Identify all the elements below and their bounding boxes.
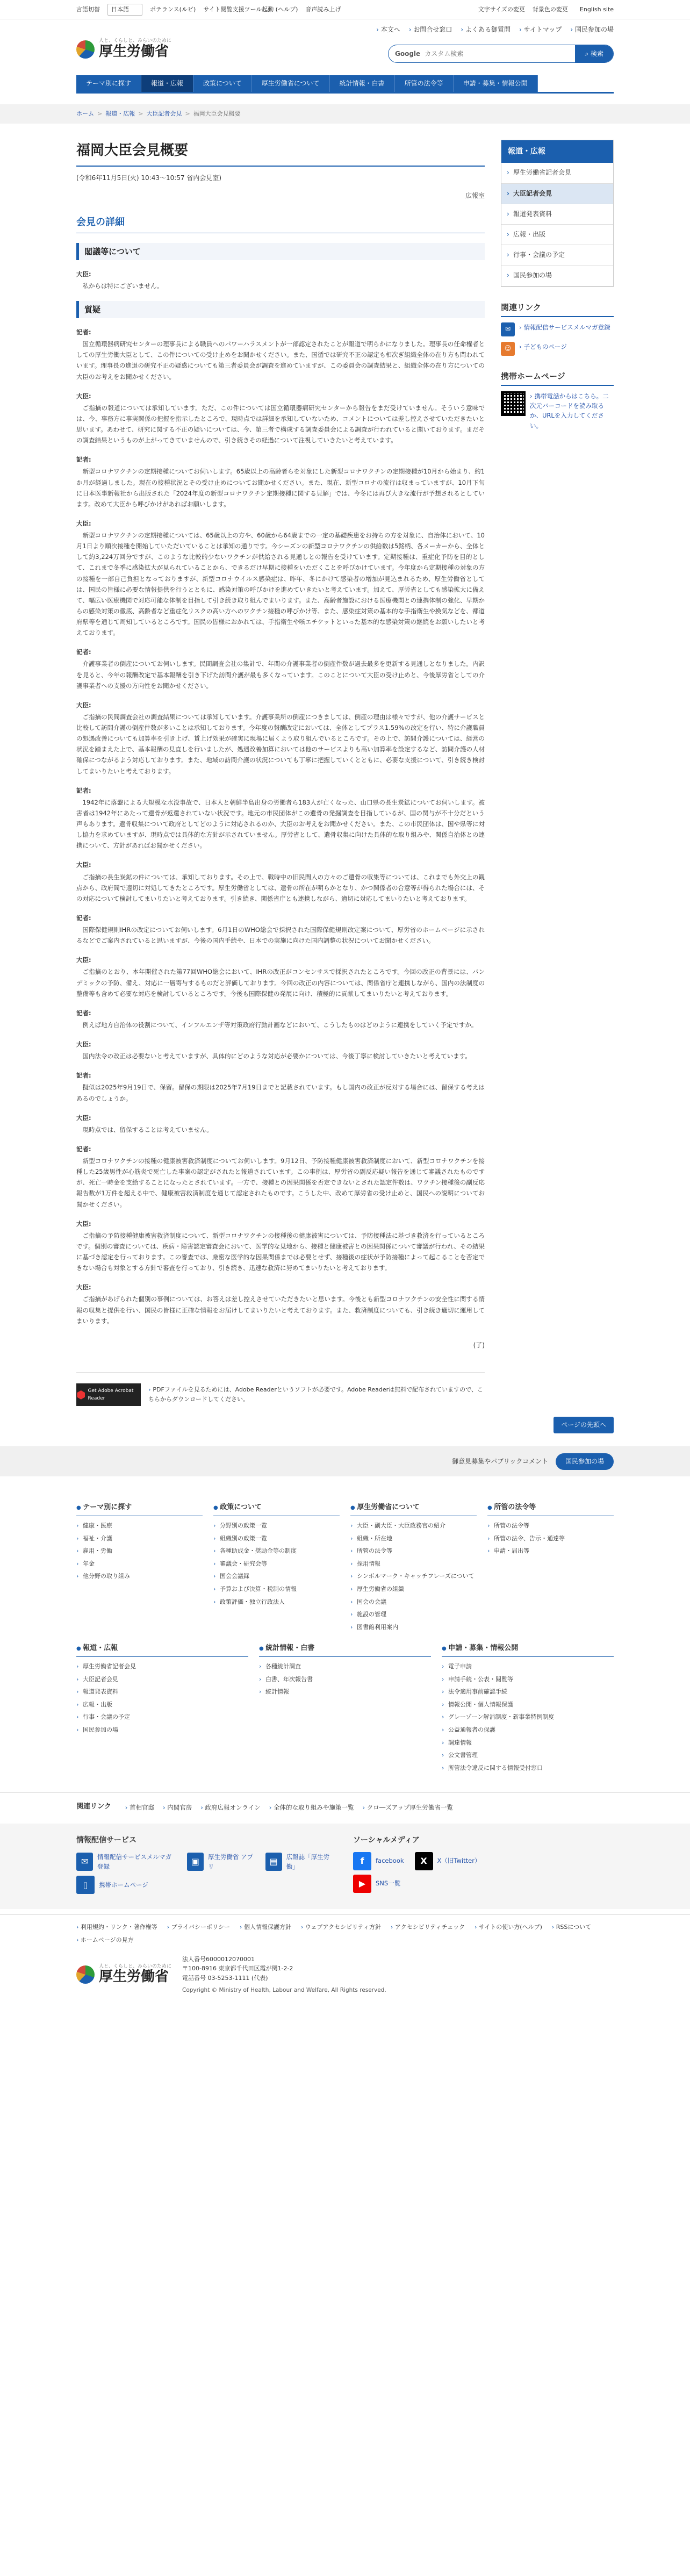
speech-link[interactable]: 音声読み上げ [305, 6, 341, 13]
text-size-label: 文字サイズの変更 [478, 6, 525, 13]
footer-nav-link[interactable]: › 所管の法令、告示・通達等 [487, 1532, 614, 1545]
footer-link[interactable]: › プライバシーポリシー [167, 1922, 230, 1932]
footer-nav-link[interactable]: › 所管の法令等 [350, 1545, 477, 1558]
ruby-toggle[interactable]: ポテランス(ルビ) [150, 6, 196, 13]
gnav-laws[interactable]: 所管の法令等 [395, 75, 454, 92]
qa-entry [76, 391, 485, 446]
footer-nav-link[interactable]: › 採用情報 [350, 1558, 477, 1570]
qa-entry [76, 454, 485, 510]
mobile-icon: ▯ [76, 1876, 95, 1894]
section-title: 会見の詳細 [76, 215, 485, 233]
speaker-label: 大臣: [76, 861, 91, 869]
qa-entry [76, 647, 485, 691]
sidebar-item[interactable]: › 大臣記者会見 [501, 184, 613, 204]
footer-nav-link[interactable]: › 各種助成金・奨励金等の制度 [213, 1545, 340, 1558]
page-title: 福岡大臣会見概要 [76, 140, 485, 167]
footer-nav-link[interactable]: › 雇用・労働 [76, 1545, 203, 1558]
footer-nav-link[interactable]: › 大臣記者会見 [76, 1673, 248, 1686]
speaker-label: 大臣: [76, 1114, 91, 1122]
footer-nav-link[interactable]: › 組織別の政策一覧 [213, 1532, 340, 1545]
footer-nav-link[interactable]: › 他分野の取り組み [76, 1570, 203, 1583]
conference-date: (令和6年11月5日(火) 10:43〜10:57 省内会見室) [76, 174, 222, 182]
footer-nav-link[interactable]: › 法令適用事前確認手続 [442, 1685, 614, 1698]
speaker-label: 記者: [76, 328, 91, 336]
qa-entry [76, 327, 485, 382]
gnav-theme[interactable]: テーマ別に探す [76, 75, 141, 92]
social-media-title: ソーシャルメディア [353, 1836, 420, 1845]
statement-text: ご指摘の民間調査会社の調査結果については承知しています。介護事業所の倒産につきましては、倒産の理由は様々ですが、他の介護サービスと比較して訪問介護の倒産件数が多いことは承知しております。今年度の報酬改定においては、全体としてプラス1.59%の改定を行い、特に介護職員の処遇改善についても加算率を引き上げ、賃上げ効果が確実に現場に届くよう取り組んでいるところです。その上で、訪問介護については、経営の状況を踏まえた上で、基本報酬の見直しを行いましたが、処遇改善加算においては他のサービスよりも高い加算率を設定するなど、訪問介護の人材確保につながるよう対応しております。また、地域の訪問介護の状況についても丁寧に把握していくとともに、必要な支援について、引き続き検討してまいりたいと考えております。 [76, 713, 485, 775]
main-content [76, 140, 485, 1406]
info-magazine[interactable]: ▤ 広報誌「厚生労働」 [265, 1852, 337, 1872]
qa-entry [76, 913, 485, 946]
app-icon: ▣ [187, 1853, 204, 1871]
corporate-number: 法人番号6000012070001 [182, 1955, 255, 1963]
gnav-applications[interactable]: 申請・募集・情報公開 [454, 75, 538, 92]
footer-nav-link[interactable]: › 報道発表資料 [76, 1685, 248, 1698]
footer-nav-link[interactable]: › 厚生労働省記者会見 [76, 1660, 248, 1673]
quicklink-main[interactable]: › 本文へ [376, 25, 400, 35]
footer-nav-link[interactable]: › 申請手続・公表・閲覧等 [442, 1673, 614, 1686]
qa-entry [76, 1070, 485, 1103]
qa-entry [76, 518, 485, 638]
breadcrumb-press[interactable]: 報道・広報 [105, 110, 135, 118]
statement-text: 新型コロナワクチンの定期接種についてお伺いします。65歳以上の高齢者らを対象にした新型コロナワクチンの定期接種が10月から始まり、約1か月が経過しました。現在の接種状況とその受け止めについてお聞かせください。また、現在、新型コロナの流行は収まっていますが、10月下旬に日本医事新報社から出版された「2024年度の新型コロナワクチン定期接種に関する見解」では、今冬には再び大きな流行が予想されるとしています。改めて大臣から呼びかけがあればお願いします。 [76, 468, 485, 508]
footer-link[interactable]: › ウェブアクセシビリティ方針 [301, 1922, 381, 1932]
footer-nav-link[interactable]: › 統計情報 [259, 1685, 431, 1698]
search-button[interactable]: ⌕ 検索 [575, 45, 613, 63]
speaker-label: 記者: [76, 1145, 91, 1153]
search-icon: ⌕ [585, 49, 591, 58]
related-link-mailmagazine[interactable]: ✉ › 情報配信サービスメルマガ登録 [501, 322, 614, 336]
footer-nav-link[interactable]: › 公益通報者の保護 [442, 1724, 614, 1737]
footer-nav-link[interactable]: › 政策評価・独立行政法人 [213, 1596, 340, 1609]
search-input[interactable] [425, 50, 575, 58]
opening-entry [76, 269, 485, 291]
footer-nav-link[interactable]: › 各種統計調査 [259, 1660, 431, 1673]
qa-entry [76, 1008, 485, 1030]
footer-link[interactable]: › ホームページの見方 [76, 1935, 134, 1945]
footer-nav-link[interactable]: › 公文書管理 [442, 1749, 614, 1762]
related-link-kids[interactable]: ☺ › 子どものページ [501, 342, 614, 356]
footer-link[interactable]: › サイトの使い方(ヘルプ) [475, 1922, 542, 1932]
footer-nav-link[interactable]: › シンボルマーク・キャッチフレーズについて [350, 1570, 477, 1583]
pdf-note-text[interactable]: › PDFファイルを見るためには、Adobe Readerというソフトが必要です。Adobe Readerは無料で配布されていますので、こちらからダウンロードしてください。 [148, 1385, 485, 1404]
sidebar-item[interactable]: › 広報・出版 [501, 225, 613, 245]
footer-nav-link[interactable]: › 予算および決算・税制の情報 [213, 1583, 340, 1596]
footer-nav-link[interactable]: › 大臣・副大臣・大臣政務官の紹介 [350, 1519, 477, 1532]
language-select[interactable]: 日本語 [107, 4, 142, 16]
quicklink-sitemap[interactable]: › サイトマップ [519, 25, 562, 35]
footer-related-kantei[interactable]: › 首相官邸 [125, 1803, 154, 1812]
footer-nav-heading[interactable]: ● 報道・広報 [76, 1643, 248, 1657]
footer-related-title: 関連リンク [76, 1803, 111, 1811]
statement-text: 国際保健規則IHRの改定についてお伺いします。6月1日のWHO総会で採択された国際保健規則改定案について、厚労省のホームページに示されるなどでご案内されていると思いますが、今後の国内手続や、日本での実施に向けた国内調整の状況についてお聞かせください。 [76, 926, 485, 945]
footer-related-initiatives[interactable]: › 全体的な取り組みや施策一覧 [269, 1803, 354, 1812]
end-mark: (了) [473, 1341, 485, 1349]
breadcrumb-home[interactable]: ホーム [76, 110, 94, 118]
speaker-label: 大臣: [76, 270, 91, 278]
language-label: 言語切替 [76, 6, 100, 13]
footer-nav-column [76, 1633, 248, 1774]
quicklink-participation[interactable]: › 国民参加の場 [570, 25, 614, 35]
qa-entry [76, 1144, 485, 1210]
footer-link[interactable]: › アクセシビリティチェック [391, 1922, 465, 1932]
statement-text: 国立循環器病研究センターの理事長による職員へのパワーハラスメントが一部認定されたことが報道で明らかになりました。理事長の任命権者としての厚生労働大臣として、この件についての受け止めをお聞かせください。また、国循では研究不正の認定も相次ぎ組織全体の在り方も問われています。理事長の進退の研究不正の疑惑についても第三者委員会が調査を進めていますが、この委員会の調査結果と、組織全体の在り方についての大臣のお考えをお聞かせください。 [76, 340, 485, 381]
statement-text: 国内法令の改正は必要ないと考えていますが、具体的にどのような対応が必要かについては、今後丁寧に検討していきたいと考えています。 [82, 1052, 471, 1060]
qa-entry [76, 955, 485, 999]
magazine-icon: ▤ [265, 1853, 282, 1871]
accessibility-tool-link[interactable]: サイト閲覧支援ツール起動 (ヘルプ) [203, 6, 298, 13]
corporate-info [0, 1948, 690, 2012]
qa-heading: 質疑 [76, 301, 485, 318]
global-nav [0, 75, 690, 94]
adobe-reader-banner[interactable]: ⬢ Get Adobe Acrobat Reader [76, 1383, 141, 1406]
footer-nav-link[interactable]: › 白書、年次報告書 [259, 1673, 431, 1686]
statement-text: ご指摘のとおり、本年開催された第77回WHO総会において、IHRの改正がコンセンサスで採択されたところです。今回の改正の背景には、パンデミックの予防、備え、対応に一層寄与するものだと評価しております。今回の改正の内容については、関係省庁と連携しながら、国内の法制度の整備等も含めて必要な対応を検討しているところです。今後も国際保健の発展に向け、積極的に貢献してまいりたいと考えております。 [76, 968, 485, 998]
footer-related-cabinet[interactable]: › 内閣官房 [163, 1803, 192, 1812]
sidebar-item[interactable]: › 国民参加の場 [501, 266, 613, 286]
qa-entry [76, 1039, 485, 1061]
footer-nav [0, 1492, 690, 1774]
mail-icon: ✉ [501, 322, 515, 336]
footer-nav-link[interactable]: › 行事・会議の予定 [76, 1711, 248, 1724]
sidebar-item[interactable]: › 厚生労働省記者会見 [501, 163, 613, 183]
statement-text: 擬似は2025年9月19日で、保留。留保の期限は2025年7月19日までと記載されています。もし国内の改正が反対する場合には、留保する考えはあるのでしょうか。 [76, 1084, 485, 1102]
footer-related-gov-online[interactable]: › 政府広報オンライン [200, 1803, 260, 1812]
statement-text: 介護事業者の倒産についてお伺いします。民間調査会社の集計で、年間の介護事業者の倒産件数が過去最多を更新する見通しとなりました。内訳を見ると、今年の報酬改定で基本報酬を引き下げた訪問介護が最も多くなっています。このことについて大臣の受け止めと、今後厚労省としての介護事業者への支援の方向性をお聞かせください。 [76, 660, 485, 690]
logo-tagline: 人と、くらしと、みらいのために [99, 38, 172, 44]
statement-text: 新型コロナワクチンの定期接種については、65歳以上の方や、60歳から64歳までの一定の基礎疾患をお持ちの方を対象に、自治体において、10月1日より順次接種を開始していただいていることは承知の通りです。今シーズンの新型コロナワクチンの供給数は5銘柄、各メーカーから、全体として約3,224万回分ですが、このような比較的少ないワクチンが供給される見通しとの報告を受けています。定期接種は、重症化予防を目的として、これまで冬季に感染拡大が見られていることから、できるだけ早期に接種をいただくことを呼びかけています。今年度から定期接種の対象の方の接種を一部自己負担となっておりますが、新型コロナウイルス感染症は、昨年、冬にかけて感染者の増加が見込まれるため、厚生労働省としては、国民の皆様に必要な情報提供を行うとともに、感染対策の呼びかけを進めていきたいと考えています。加えて、厚労省としても感染拡大に備えて、幅広い医療機関で対応可能な体制を目指して引き続き取り組んでまいります。また、高齢者施設における医療機関との連携体制の強化、早期からの感染対策の徹底、高齢者など重症化リスクの高い方へのワクチン接種の呼びかけ等、また、感染症対策の基本的な手指衛生や換気などを、都道府県等を通じて周知しているところです。国民の皆様におかれては、手指衛生や咳エチケットといった基本的な感染対策の継続をお願いしたいと考えております。 [76, 532, 485, 637]
speaker-label: 記者: [76, 456, 91, 464]
english-site-link[interactable]: English site [579, 6, 614, 13]
footer-nav-column [213, 1492, 340, 1633]
gnav-statistics[interactable]: 統計情報・白書 [330, 75, 395, 92]
footer-link[interactable]: › 個人情報保護方針 [240, 1922, 291, 1932]
footer-nav-link[interactable]: › 施設の管理 [350, 1608, 477, 1621]
info-mobile[interactable]: ▯ 携帯ホームページ [76, 1876, 337, 1894]
footer-logo[interactable]: 人と、くらしと、みらいのために 厚生労働省 [76, 1964, 171, 1986]
footer-nav-link[interactable]: › 国会会議録 [213, 1570, 340, 1583]
speaker-label: 大臣: [76, 1041, 91, 1049]
footer-nav-heading[interactable]: ● 申請・募集・情報公開 [442, 1643, 614, 1657]
speaker-label: 大臣: [76, 1283, 91, 1291]
quick-links [376, 25, 614, 35]
quicklink-faq[interactable]: › よくある御質問 [461, 25, 511, 35]
footer-related-closeup[interactable]: › クロ―ズアップ厚生労働省一覧 [362, 1803, 452, 1812]
footer-links [0, 1914, 690, 1948]
footer-nav-link[interactable]: › 図書館利用案内 [350, 1621, 477, 1634]
breadcrumb-current: 福岡大臣会見概要 [193, 110, 241, 118]
footer-nav-heading[interactable]: ● 所管の法令等 [487, 1502, 614, 1516]
footer-nav-column [259, 1633, 431, 1774]
qa-entry [76, 1218, 485, 1274]
breadcrumb-minister-conference[interactable]: 大臣記者会見 [146, 110, 182, 118]
sidebar-item[interactable]: › 行事・会議の予定 [501, 245, 613, 266]
footer-nav-link[interactable]: › 国民参加の場 [76, 1724, 248, 1737]
speaker-label: 記者: [76, 1072, 91, 1080]
footer-nav-link[interactable]: › 福祉・介護 [76, 1532, 203, 1545]
phone: 電話番号 03-5253-1111 (代表) [182, 1974, 268, 1982]
speaker-label: 記者: [76, 1009, 91, 1017]
footer-nav-column [442, 1633, 614, 1774]
participation-button[interactable]: 国民参加の場 [556, 1453, 614, 1470]
copyright: Copyright © Ministry of Health, Labour and Welfare, All Rights reserved. [182, 1987, 386, 1994]
speaker-label: 大臣: [76, 392, 91, 400]
mobile-link[interactable]: › 携帯電話からはこちら。二次元バーコードを読み取るか、URLを入力してください。 [501, 391, 614, 431]
footer-link[interactable]: › RSSについて [552, 1922, 591, 1932]
back-to-top-button[interactable]: ページの先頭へ [554, 1417, 614, 1433]
statement-text: 私からは特にございません。 [82, 282, 163, 290]
footer-nav-link[interactable]: › 申請・届出等 [487, 1545, 614, 1558]
social-facebook[interactable]: f facebook [353, 1852, 404, 1870]
statement-text: ご指摘があげられた個別の事例については、お答えは差し控えさせていただきたいと思います。今後とも新型コロナワクチンの安全性に関する情報の収集と提供を行い、国民の皆様に正確な情報をお届けしてまいりたいと考えております。また、救済制度についても、引き続き適切に運用してまいります。 [76, 1295, 485, 1325]
mhlw-logo-icon [76, 40, 95, 59]
mail-icon: ✉ [76, 1853, 93, 1871]
qr-code-icon [501, 391, 526, 416]
speaker-label: 大臣: [76, 956, 91, 964]
sidebar-heading[interactable]: 報道・広報 [501, 140, 613, 163]
footer-nav-link[interactable]: › 調達情報 [442, 1737, 614, 1749]
footer-nav-heading[interactable]: ● 厚生労働省について [350, 1502, 477, 1516]
logo-name: 厚生労働省 [99, 43, 169, 60]
gnav-policy[interactable]: 政策について [193, 75, 252, 92]
opening-heading: 閣議等について [76, 243, 485, 260]
bg-color-label[interactable]: 背景色の変更 [532, 6, 568, 13]
statement-text: 新型コロナワクチンの接種の健康被害救済制度についてお伺いします。9月12日、予防接種健康被害救済制度において、新型コロナワクチンを接種した25歳男性が心筋炎で死亡した事案の認定がされたと報道されています。この事例は、厚労省の副反応疑い報告を通じて審議されたものですが、死亡一時金を支給することになったとされています。一方で、接種との因果関係を否定できないとされた認定件数は、ワクチン接種後の副反応報告数が1万件を超える中で、健康被害救済制度を通じて認定されたものです。こうした中、改めて厚労省の受け止めと、国民への説明についてお聞かせください。 [76, 1157, 485, 1208]
footer-nav-link[interactable]: › 健康・医療 [76, 1519, 203, 1532]
related-links-heading: 関連リンク [501, 301, 614, 317]
media-section [0, 1824, 690, 1909]
participation-banner [0, 1446, 690, 1476]
mhlw-logo-icon [76, 1965, 95, 1984]
qa-entry [76, 1282, 485, 1326]
speaker-label: 大臣: [76, 701, 91, 709]
statement-text: 1942年に落盤による大規模な水没事故で、日本人と朝鮮半島出身の労働者ら183人が亡くなった、山口県の長生炭鉱についてお伺いします。被害者は1942年にあたって遺骨が返還されていない状況です。地元の市民団体がこの遺骨の発掘調査を目指しているが、国の関与が不十分だという声もあります。遺骨収集について政府としてどのように対応されるのか、大臣のお考えをお聞かせください。また、この市民団体は、国や県等に対し協力を求めていますが、現時点では具体的な方針が示されていません。厚労省として、遺骨収集に向けた具体的な取り組みや、関係自治体との連携について、方針があればお聞かせください。 [76, 798, 485, 850]
social-list[interactable]: ▶ SNS一覧 [353, 1875, 614, 1893]
social-x[interactable]: X X（旧Twitter） [415, 1852, 481, 1870]
utility-bar [0, 0, 690, 19]
footer-nav-link[interactable]: › 年金 [76, 1558, 203, 1570]
footer-nav-link[interactable]: › 広報・出版 [76, 1698, 248, 1711]
footer-related-links [0, 1792, 690, 1813]
gnav-about[interactable]: 厚生労働省について [252, 75, 330, 92]
info-service-title: 情報配信サービス [76, 1836, 136, 1845]
footer-nav-link[interactable]: › 国会の会議 [350, 1596, 477, 1609]
x-icon: X [415, 1852, 433, 1870]
footer-nav-link[interactable]: › 所管の法令等 [487, 1519, 614, 1532]
breadcrumb: ホーム > 報道・広報 > 大臣記者会見 > 福岡大臣会見概要 [0, 104, 690, 124]
qa-entry [76, 785, 485, 851]
sidebar [501, 140, 614, 1406]
speaker-label: 大臣: [76, 519, 91, 527]
footer-nav-heading[interactable]: ● テーマ別に探す [76, 1502, 203, 1516]
adobe-icon: ⬢ [76, 1388, 86, 1401]
mobile-heading: 携帯ホームページ [501, 370, 614, 386]
footer-nav-link[interactable]: › 情報公開・個人情報保護 [442, 1698, 614, 1711]
info-app[interactable]: ▣ 厚生労働省 アプリ [187, 1852, 255, 1872]
statement-text: 例えば地方自治体の役割について、インフルエンザ等対策政府行動計画などにおいて、こうしたものはどのように連携をしていく予定ですか。 [82, 1021, 478, 1029]
site-logo[interactable] [76, 39, 171, 60]
search-box [388, 45, 614, 63]
qa-entry [76, 1113, 485, 1135]
qa-entry [76, 859, 485, 904]
statement-text: 現時点では、留保することは考えていません。 [82, 1125, 213, 1133]
speaker-label: 記者: [76, 914, 91, 922]
speaker-label: 大臣: [76, 1219, 91, 1228]
footer-nav-link[interactable]: › 組織・所在地 [350, 1532, 477, 1545]
footer-nav-heading[interactable]: ● 政策について [213, 1502, 340, 1516]
statement-text: ご指摘の報道については承知しています。ただ、この件については国立循環器病研究センターから報告をまだ受けていません。そういう意味では、今、事務方に事実関係の把握を指示したところで、現時点では詳細を承知していないため、コメントについては差し控えさせていただきたいと思います。あわせて、研究に関する不正の疑いについては、今、第三者で構成する調査委員会による調査が行われていると聞いております。まだその調査結果というものが上がってきていませんので、引き続きその経過について注視していきたいと考えています。 [76, 404, 485, 444]
statement-text: ご指摘の長生炭鉱の件については、承知しております。その上で、戦時中の旧民間人の方々のご遺骨の収集等については、これまでも外交上の観点から、政府間で適切に対処してきたところです。厚生労働省としては、遺骨の所在が明らかとなり、かつ関係者の合意等が得られた場合には、その対応について検討してまいりたいと考えております。引き続き、関係省庁とも連携しながら、適切に対応してまいりたいと考えております。 [76, 873, 485, 902]
footer-nav-column [487, 1492, 614, 1633]
footer-nav-column [76, 1492, 203, 1633]
info-mailmagazine[interactable]: ✉ 情報配信サービスメルマガ登録 [76, 1852, 176, 1872]
sidebar-item[interactable]: › 報道発表資料 [501, 204, 613, 225]
gnav-press[interactable]: 報道・広報 [141, 75, 193, 92]
footer-nav-link[interactable]: › グレーゾーン解消制度・新事業特例制度 [442, 1711, 614, 1724]
statement-text: ご指摘の予防接種健康被害救済制度について、新型コロナワクチンの接種後の健康被害については、予防接種法に基づき救済を行っているところです。個別の審査については、疾病・障害認定審査会において、医学的な見地から、接種と健康被害との因果関係について審議が行われ、その結果に基づき認定を行っております。この審査では、厳密な医学的な因果関係までは必要とせず、接種後の症状が予防接種によって起こることを否定できない場合も対象とする方針で審査を行っており、引き続き、迅速な救済に努めてまいりたいと考えております。 [76, 1231, 485, 1272]
speaker-label: 記者: [76, 786, 91, 794]
kids-icon: ☺ [501, 342, 515, 356]
sns-list-icon: ▶ [353, 1875, 371, 1893]
pdf-note [76, 1372, 485, 1406]
footer-nav-link[interactable]: › 審議会・研究会等 [213, 1558, 340, 1570]
footer-nav-heading[interactable]: ● 統計情報・白書 [259, 1643, 431, 1657]
facebook-icon: f [353, 1852, 371, 1870]
footer-nav-link[interactable]: › 分野別の政策一覧 [213, 1519, 340, 1532]
footer-nav-link[interactable]: › 電子申請 [442, 1660, 614, 1673]
speaker-label: 記者: [76, 648, 91, 656]
department-label: 広報室 [465, 191, 485, 199]
address: 〒100-8916 東京都千代田区霞が関1-2-2 [182, 1965, 293, 1972]
footer-nav-column [350, 1492, 477, 1633]
site-header [0, 19, 690, 75]
footer-nav-link[interactable]: › 厚生労働省の組織 [350, 1583, 477, 1596]
google-label: Google [395, 49, 421, 58]
footer-link[interactable]: › 利用規約・リンク・著作権等 [76, 1922, 157, 1932]
footer-nav-link[interactable]: › 所管法令違反に関する情報受付窓口 [442, 1762, 614, 1775]
qa-entry [76, 700, 485, 777]
quicklink-contact[interactable]: › お問合せ窓口 [409, 25, 452, 35]
participation-text: 御意見募集やパブリックコメント [452, 1457, 548, 1465]
